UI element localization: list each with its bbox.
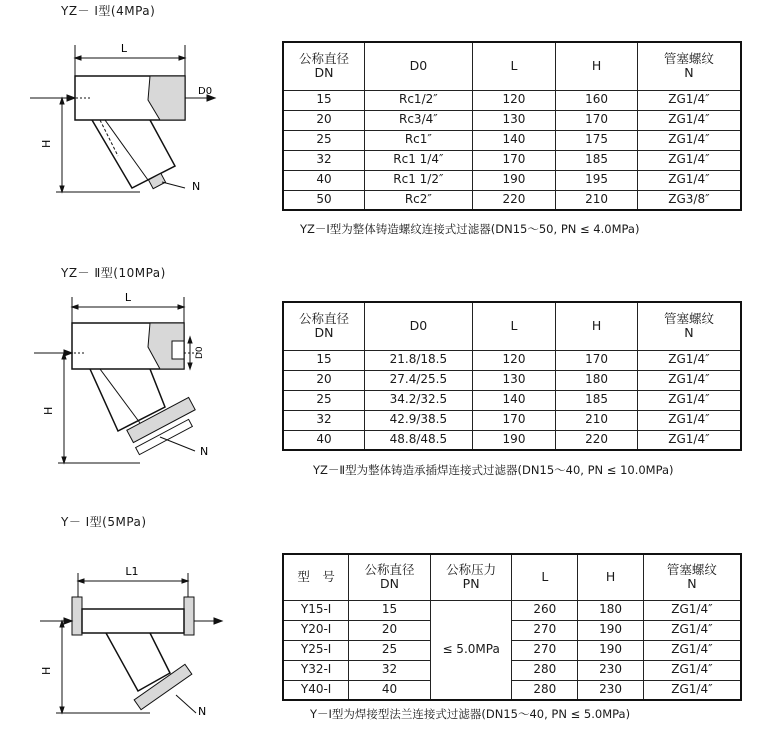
yz2-spec-table <box>282 301 742 451</box>
table-cell: Rc1 1/2″ <box>365 170 473 190</box>
table-cell: Rc1″ <box>365 130 473 150</box>
table-row <box>283 370 741 390</box>
table-cell: ZG1/4″ <box>643 680 741 700</box>
yz2-diagram <box>0 285 300 475</box>
table-cell: 195 <box>556 170 638 190</box>
y1-label-N: N <box>198 705 207 718</box>
table-cell: ZG1/4″ <box>637 110 741 130</box>
table-cell: 190 <box>578 620 644 640</box>
section-3-title: Y－ Ⅰ型(5MPa) <box>61 515 147 529</box>
table-cell: 270 <box>512 620 578 640</box>
table-cell: Y25-Ⅰ <box>283 640 349 660</box>
table-cell: 260 <box>512 600 578 620</box>
table-cell: 185 <box>556 150 638 170</box>
table-cell: ZG1/4″ <box>637 150 741 170</box>
table-cell: Y15-Ⅰ <box>283 600 349 620</box>
table-cell: 20 <box>349 620 431 640</box>
table-row <box>283 170 741 190</box>
table-cell: 210 <box>556 410 638 430</box>
header-text: 管塞螺纹 <box>663 310 714 326</box>
table-cell: 170 <box>472 150 556 170</box>
table-cell: 130 <box>472 370 556 390</box>
table-row <box>283 110 741 130</box>
table-header-row <box>283 302 741 350</box>
header-pn <box>430 554 512 600</box>
table-cell: 25 <box>283 390 365 410</box>
table-cell: 32 <box>283 410 365 430</box>
header-text: 公称直径 <box>299 50 350 66</box>
header-text: DN <box>314 65 334 81</box>
table-cell: 34.2/32.5 <box>365 390 473 410</box>
yz1-label-L: L <box>120 42 128 55</box>
table-row <box>283 640 741 660</box>
table-cell: 32 <box>283 150 365 170</box>
table-row <box>283 430 741 450</box>
y1-spec-table <box>282 553 742 701</box>
table-cell: 160 <box>556 90 638 110</box>
table-cell: 50 <box>283 190 365 210</box>
table-cell: 280 <box>512 660 578 680</box>
header-text: 管塞螺纹 <box>663 50 714 66</box>
table-cell: ZG1/4″ <box>643 620 741 640</box>
table-cell: 220 <box>472 190 556 210</box>
table-cell: Rc2″ <box>365 190 473 210</box>
table-cell: Rc3/4″ <box>365 110 473 130</box>
section-2-title: YZ－ Ⅱ型(10MPa) <box>61 266 166 280</box>
header-model: 型 号 <box>283 554 349 600</box>
table-cell: ZG1/4″ <box>643 660 741 680</box>
header-dn <box>283 42 365 90</box>
header-text: N <box>684 325 694 341</box>
yz2-label-D0: D0 <box>195 346 205 359</box>
table-cell: 220 <box>556 430 638 450</box>
table-cell: ZG1/4″ <box>637 390 741 410</box>
header-h: H <box>556 42 638 90</box>
table-cell: 140 <box>472 130 556 150</box>
table-cell: Y40-Ⅰ <box>283 680 349 700</box>
table-cell: 15 <box>283 350 365 370</box>
table-cell: 25 <box>349 640 431 660</box>
table-cell: Rc1/2″ <box>365 90 473 110</box>
header-l: L <box>512 554 578 600</box>
yz2-label-N: N <box>200 445 209 458</box>
yz1-caption: YZ－Ⅰ型为整体铸造螺纹连接式过滤器(DN15～50, PN ≤ 4.0MPa) <box>300 222 640 236</box>
table-cell: ZG1/4″ <box>637 430 741 450</box>
table-cell: 15 <box>349 600 431 620</box>
table-cell: ZG1/4″ <box>637 350 741 370</box>
y1-label-L1: L1 <box>125 565 139 578</box>
table-cell: 210 <box>556 190 638 210</box>
table-header-row <box>283 42 741 90</box>
table-cell: 20 <box>283 110 365 130</box>
header-d0: D0 <box>365 302 473 350</box>
header-text: DN <box>380 576 399 592</box>
header-text: 公称直径 <box>364 561 415 577</box>
yz2-label-L: L <box>124 291 132 304</box>
table-cell: ZG1/4″ <box>637 90 741 110</box>
table-cell: 32 <box>349 660 431 680</box>
table-cell: 190 <box>578 640 644 660</box>
header-text: 公称直径 <box>299 310 350 326</box>
table-row <box>283 190 741 210</box>
table-cell: 185 <box>556 390 638 410</box>
table-cell: 180 <box>578 600 644 620</box>
header-text: PN <box>462 576 480 592</box>
header-l: L <box>472 302 556 350</box>
table-cell: ZG1/4″ <box>637 370 741 390</box>
table-cell: ZG1/4″ <box>643 640 741 660</box>
table-cell: 27.4/25.5 <box>365 370 473 390</box>
table-cell: ZG1/4″ <box>637 130 741 150</box>
table-cell: 40 <box>283 430 365 450</box>
yz2-caption: YZ－Ⅱ型为整体铸造承插焊连接式过滤器(DN15～40, PN ≤ 10.0MPa) <box>313 463 674 477</box>
table-cell: ZG1/4″ <box>637 410 741 430</box>
table-cell: 40 <box>349 680 431 700</box>
table-cell: 25 <box>283 130 365 150</box>
header-h: H <box>578 554 644 600</box>
table-row <box>283 350 741 370</box>
table-cell: 120 <box>472 350 556 370</box>
table-row <box>283 620 741 640</box>
header-h: H <box>556 302 638 350</box>
table-cell: 170 <box>556 350 638 370</box>
header-text: N <box>684 65 694 81</box>
table-cell: 40 <box>283 170 365 190</box>
table-cell: 48.8/48.5 <box>365 430 473 450</box>
table-cell: ZG1/4″ <box>643 600 741 620</box>
header-dn <box>349 554 431 600</box>
table-cell: 170 <box>472 410 556 430</box>
table-cell: 270 <box>512 640 578 660</box>
table-cell: 120 <box>472 90 556 110</box>
yz1-diagram <box>0 0 300 215</box>
table-cell: Y32-Ⅰ <box>283 660 349 680</box>
table-cell: 230 <box>578 660 644 680</box>
y1-caption: Y－Ⅰ型为焊接型法兰连接式过滤器(DN15～40, PN ≤ 5.0MPa) <box>310 707 631 721</box>
yz1-spec-table <box>282 41 742 211</box>
table-row <box>283 680 741 700</box>
table-cell: 180 <box>556 370 638 390</box>
table-cell: 15 <box>283 90 365 110</box>
header-l: L <box>472 42 556 90</box>
header-n <box>637 302 741 350</box>
table-cell: 21.8/18.5 <box>365 350 473 370</box>
table-cell: 280 <box>512 680 578 700</box>
table-cell: Rc1 1/4″ <box>365 150 473 170</box>
table-row <box>283 130 741 150</box>
header-text: N <box>687 576 697 592</box>
table-cell: 140 <box>472 390 556 410</box>
table-cell: ZG1/4″ <box>637 170 741 190</box>
yz1-label-H: H <box>40 139 53 148</box>
table-row <box>283 600 741 620</box>
header-n <box>637 42 741 90</box>
yz1-label-N: N <box>192 180 201 193</box>
yz1-label-D0: D0 <box>198 86 213 97</box>
header-d0: D0 <box>365 42 473 90</box>
table-row <box>283 390 741 410</box>
table-cell: 190 <box>472 170 556 190</box>
header-text: 管塞螺纹 <box>666 561 717 577</box>
header-dn <box>283 302 365 350</box>
pressure-cell: ≤ 5.0MPa <box>430 600 512 700</box>
table-row <box>283 150 741 170</box>
y1-diagram <box>0 555 300 731</box>
header-text: DN <box>314 325 334 341</box>
table-row <box>283 660 741 680</box>
header-n <box>643 554 741 600</box>
table-cell: 20 <box>283 370 365 390</box>
table-cell: 190 <box>472 430 556 450</box>
table-cell: 230 <box>578 680 644 700</box>
header-text: 公称压力 <box>446 561 497 577</box>
section-1-title: YZ－ Ⅰ型(4MPa) <box>61 4 156 18</box>
table-row <box>283 90 741 110</box>
table-cell: 170 <box>556 110 638 130</box>
table-header-row <box>283 554 741 600</box>
table-cell: ZG3/8″ <box>637 190 741 210</box>
yz2-label-H: H <box>42 406 55 415</box>
table-cell: 175 <box>556 130 638 150</box>
table-row <box>283 410 741 430</box>
table-cell: Y20-Ⅰ <box>283 620 349 640</box>
table-cell: 42.9/38.5 <box>365 410 473 430</box>
table-cell: 130 <box>472 110 556 130</box>
y1-label-H: H <box>40 666 53 675</box>
